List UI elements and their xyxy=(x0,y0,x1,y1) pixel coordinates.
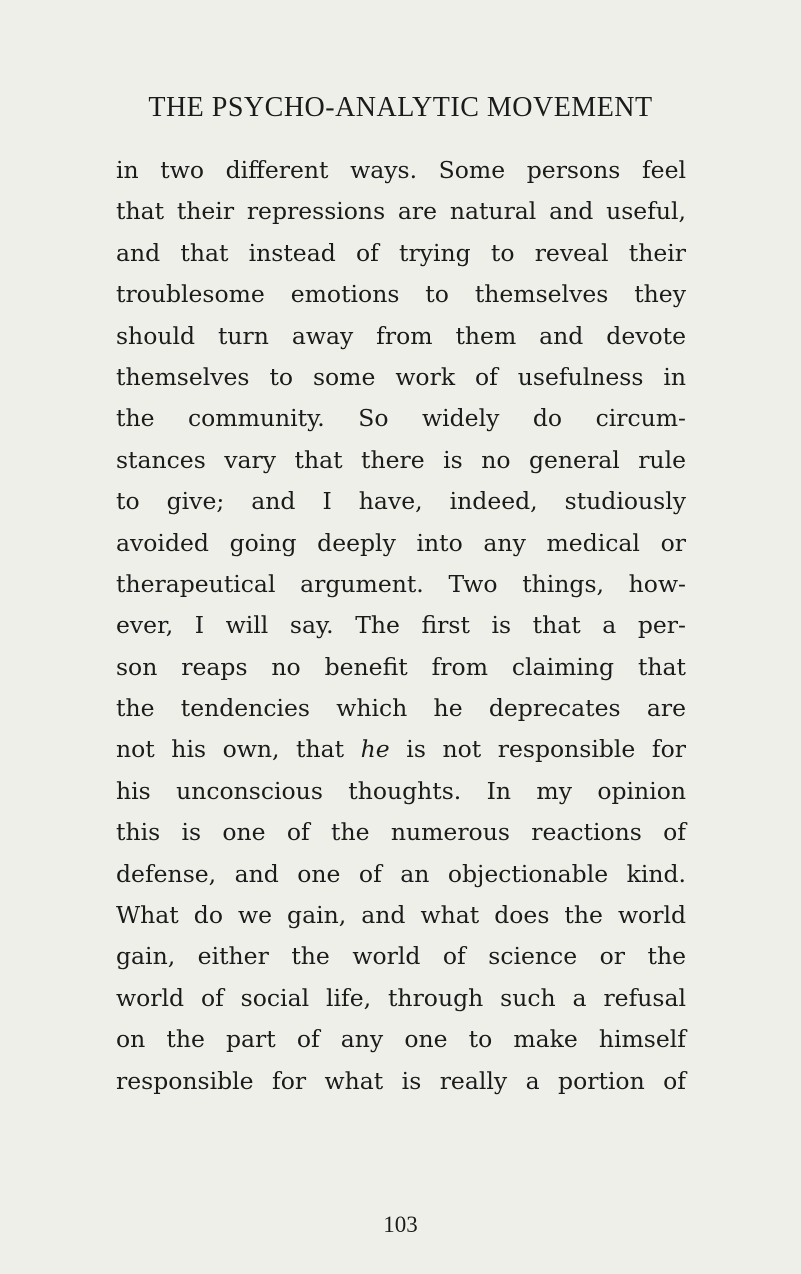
italic-emphasis: he xyxy=(360,735,390,764)
text-line: should turn away from them and devote xyxy=(116,321,686,350)
text-line: this is one of the numerous reactions of xyxy=(116,818,686,847)
running-head: THE PSYCHO-ANALYTIC MOVEMENT xyxy=(148,92,653,123)
text-line: to give; and I have, indeed, studiously xyxy=(116,487,686,516)
page-number: 103 xyxy=(383,1212,418,1237)
text-line: responsible for what is really a portion of xyxy=(116,1066,686,1095)
text-line: that their repressions are natural and useful, xyxy=(116,197,686,226)
text-line-with-italic xyxy=(116,729,686,770)
text-line: avoided going deeply into any medical or xyxy=(116,528,686,557)
text-line: in two different ways. Some persons feel xyxy=(116,156,686,184)
text-line: world of social life, through such a refusal xyxy=(116,983,686,1012)
text-line: therapeutical argument. Two things, how- xyxy=(116,569,686,598)
text-line: stances vary that there is no general rule xyxy=(116,445,686,474)
text-line: and that instead of trying to reveal their xyxy=(116,238,686,267)
text-line: on the part of any one to make himself xyxy=(116,1025,686,1054)
text-line: ever, I will say. The first is that a per- xyxy=(116,611,686,640)
text-line: themselves to some work of usefulness in xyxy=(116,362,686,391)
text-line: gain, either the world of science or the xyxy=(116,942,686,971)
body-text xyxy=(116,150,686,1102)
text-line: What do we gain, and what does the world xyxy=(116,901,686,930)
text-segment: not his own, that xyxy=(116,735,361,764)
text-line: son reaps no benefit from claiming that xyxy=(116,652,686,681)
text-line: his unconscious thoughts. In my opinion xyxy=(116,776,686,805)
text-line: the community. So widely do circum- xyxy=(116,404,686,433)
text-segment: is not responsible for xyxy=(389,735,686,764)
text-line: defense, and one of an objectionable kind. xyxy=(116,859,686,888)
text-line: the tendencies which he deprecates are xyxy=(116,694,686,723)
text-line: troublesome emotions to themselves they xyxy=(116,280,686,309)
